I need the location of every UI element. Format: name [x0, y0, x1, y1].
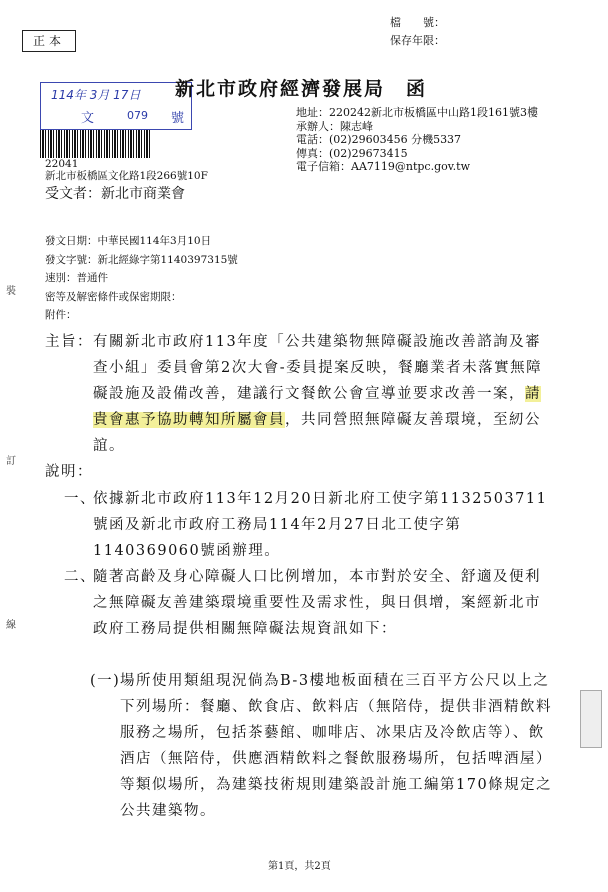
binding-mark-bottom: 線 [6, 620, 16, 631]
secrecy-level: 密等及解密條件或保密期限： [45, 290, 182, 303]
item-2-text: 隨著高齡及身心障礙人口比例增加，本市對於安全、舒適及便利之無障礙友善建築環境重要性及需求性，與日俱增，案經新北市政府工務局提供相關無障礙法規資訊如下： [93, 569, 541, 637]
attachment: 附件： [45, 309, 77, 321]
retention-label: 保存年限： [390, 34, 445, 47]
receipt-stamp [40, 82, 192, 130]
stamp-no-suffix: 號 [171, 111, 185, 126]
recipient-address-block [45, 158, 208, 182]
subject-highlight: 請貴會惠予協助轉知所屬會員 [93, 386, 541, 428]
recipient-address: 新北市板橋區文化路1段266號10F [45, 170, 208, 182]
side-stamp [580, 690, 602, 748]
copy-type-label: 正本 [22, 30, 76, 52]
sender-email: 電子信箱：AA7119@ntpc.gov.tw [296, 160, 470, 173]
file-number-label: 檔 號： [390, 16, 445, 29]
item-1-number: 一、 [64, 491, 96, 507]
sender-info [296, 106, 538, 174]
issue-number: 發文字號：新北經綠字第1140397315號 [45, 253, 238, 266]
sender-address: 地址：220242新北市板橋區中山路1段161號3樓 [296, 106, 538, 119]
subject-label: 主旨： [45, 334, 93, 350]
stamp-date: 114年 3月 17日 [51, 88, 141, 102]
document-title: 新北市政府經濟發展局 函 [175, 78, 428, 100]
item-1-text: 依據新北市政府113年12月20日新北府工使字第1132503711號函及新北市政府工務局114年2月27日北工使字第1140369060號函辦理。 [93, 491, 548, 559]
speed-class: 速別：普通件 [45, 272, 108, 284]
subitem-1-text: 場所使用類組現況倘為B-3樓地板面積在三百平方公尺以上之下列場所：餐廳、飲食店、飲料店（無陪侍，提供非酒精飲料服務之場所，包括茶藝館、咖啡店、冰果店及冷飲店等）、飲酒店（無陪侍，供應酒精飲料之餐飲服務場所，包括啤酒屋）等類似場所，為建築技術規則建築設計施工編第170條規定之公共建築物。 [120, 673, 553, 819]
receiver: 受文者：新北市商業會 [45, 186, 185, 202]
sender-fax: 傳真：(02)29673415 [296, 146, 408, 160]
subject-text [93, 329, 555, 459]
binding-mark-middle: 訂 [6, 456, 16, 467]
binding-mark-top: 裝 [6, 286, 16, 297]
barcode-caption: 22041 [45, 158, 79, 170]
stamp-word: 文 [81, 111, 101, 126]
issue-date: 發文日期：中華民國114年3月10日 [45, 235, 212, 247]
document-info [45, 232, 238, 325]
explanation-label: 說明： [45, 464, 93, 480]
barcode [40, 130, 150, 158]
subject-text-before: 有關新北市政府113年度「公共建築物無障礙設施改善諮詢及審查小組」委員會第2次大會-委員提案反映，餐廳業者未落實無障礙設施及設備改善，建議行文餐飲公會宣導並要求改善一案， [93, 334, 543, 402]
file-meta [390, 14, 445, 50]
item-2-number: 二、 [64, 569, 96, 585]
sender-handler: 承辦人：陳志峰 [296, 119, 373, 133]
subitem-1-number: (一) [90, 673, 121, 689]
stamp-number: 079 [127, 109, 148, 122]
page-footer: 第1頁，共2頁 [268, 861, 331, 872]
sender-phone: 電話：(02)29603456 分機5337 [296, 133, 462, 146]
subject-text-after: ，共同營照無障礙友善環境，至紉公誼。 [93, 412, 541, 454]
